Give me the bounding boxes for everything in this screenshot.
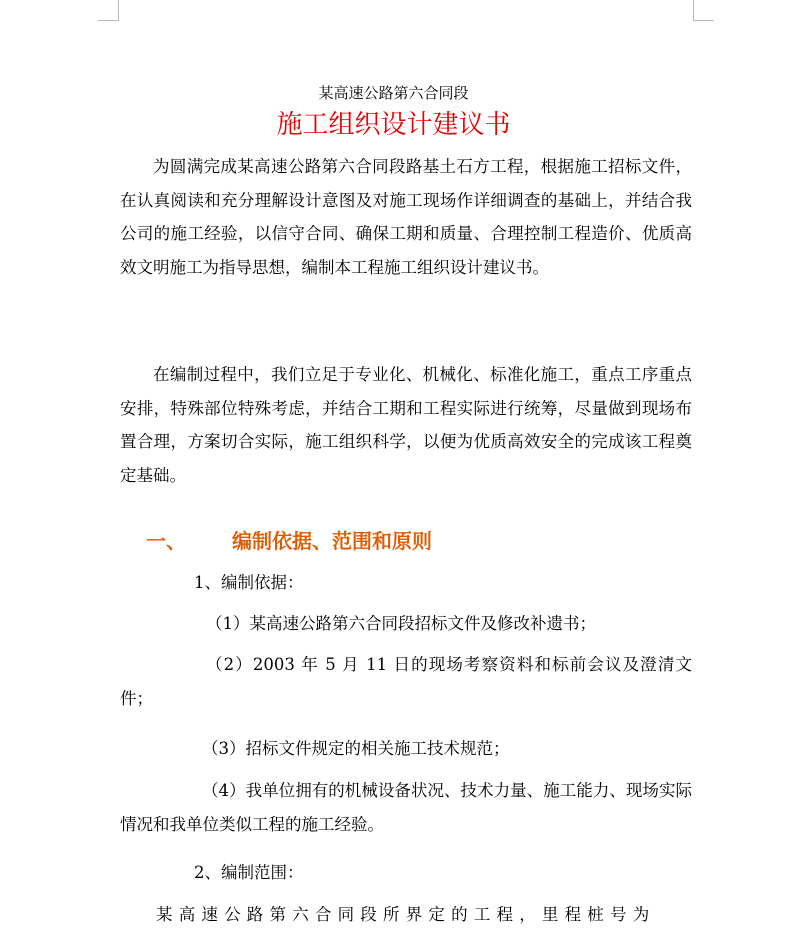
page-corner-mark-left	[98, 0, 119, 21]
basis-item-3: （3）招标文件规定的相关施工技术规范；	[202, 739, 510, 758]
scope-heading: 2、编制范围：	[194, 863, 304, 882]
document-subtitle: 某高速公路第六合同段	[318, 84, 469, 102]
basis-item-2: （2）2003 年 5 月 11 日的现场考察资料和标前会议及澄清文件；	[120, 655, 692, 708]
page-corner-mark-right	[693, 0, 714, 21]
section-heading	[146, 524, 432, 558]
basis-item-1: （1）某高速公路第六合同段招标文件及修改补遗书；	[206, 614, 596, 633]
basis-heading: 1、编制依据：	[194, 573, 304, 592]
intro-paragraph-1: 为圆满完成某高速公路第六合同段路基土石方工程，根据施工招标文件，在认真阅读和充分理解设计意图及对施工现场作详细调查的基础上，并结合我公司的施工经验，以信守合同、确保工期和质量、合理控制工程造价、优质高效文明施工为指导思想，编制本工程施工组织设计建议书。	[120, 157, 692, 277]
section-number: 一、	[146, 529, 186, 553]
intro-paragraph-2: 在编制过程中，我们立足于专业化、机械化、标准化施工，重点工序重点安排，特殊部位特殊考虑，并结合工期和工程实际进行统筹，尽量做到现场布置合理，方案切合实际，施工组织科学，以便为优质高效安全的完成该工程奠定基础。	[120, 365, 692, 485]
document-title: 施工组织设计建议书	[276, 110, 511, 140]
section-title: 编制依据、范围和原则	[232, 529, 432, 553]
basis-item-4: （4）我单位拥有的机械设备状况、技术力量、施工能力、现场实际情况和我单位类似工程的施工经验。	[120, 781, 692, 834]
scope-text: 某高速公路第六合同段所界定的工程，里程桩号为	[156, 905, 656, 924]
